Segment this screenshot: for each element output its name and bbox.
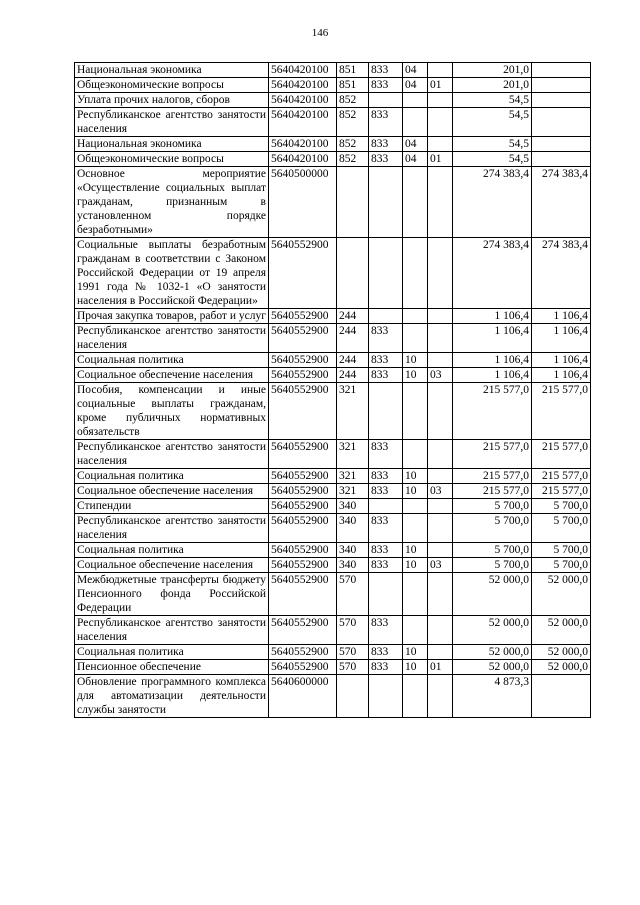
- subsection-code: [428, 514, 453, 543]
- ministry-code: 833: [369, 152, 403, 167]
- table-row: [75, 63, 591, 78]
- target-article-code: 5640552900: [269, 616, 337, 645]
- target-article-code: 5640552900: [269, 484, 337, 499]
- ministry-code: 833: [369, 514, 403, 543]
- row-description: Республиканское агентство занятости населения: [75, 440, 269, 469]
- amount-subvention: 1 106,4: [532, 368, 591, 383]
- table-row: [75, 469, 591, 484]
- target-article-code: 5640552900: [269, 660, 337, 675]
- table-row: [75, 499, 591, 514]
- target-article-code: 5640420100: [269, 63, 337, 78]
- table-row: [75, 484, 591, 499]
- table-row: [75, 440, 591, 469]
- subsection-code: [428, 324, 453, 353]
- expense-type-code: [337, 167, 369, 238]
- section-code: [403, 675, 428, 718]
- expense-type-code: 852: [337, 108, 369, 137]
- table-row: [75, 573, 591, 616]
- amount-subvention: 215 577,0: [532, 383, 591, 440]
- row-description: Национальная экономика: [75, 137, 269, 152]
- budget-table: [74, 62, 591, 718]
- amount-total: 1 106,4: [453, 324, 532, 353]
- amount-total: 1 106,4: [453, 368, 532, 383]
- subsection-code: [428, 543, 453, 558]
- expense-type-code: 340: [337, 543, 369, 558]
- amount-total: 201,0: [453, 78, 532, 93]
- section-code: 10: [403, 353, 428, 368]
- subsection-code: [428, 440, 453, 469]
- target-article-code: 5640552900: [269, 383, 337, 440]
- subsection-code: [428, 238, 453, 309]
- amount-total: 5 700,0: [453, 499, 532, 514]
- ministry-code: 833: [369, 469, 403, 484]
- table-row: [75, 167, 591, 238]
- amount-total: 1 106,4: [453, 353, 532, 368]
- amount-total: 54,5: [453, 137, 532, 152]
- ministry-code: 833: [369, 78, 403, 93]
- table-row: [75, 616, 591, 645]
- row-description: Социальные выплаты безработным гражданам в соответствии с Законом Российской Федерации от 19 апреля 1991 года № 1032-1 «О занятости населения в Российской Федерации»: [75, 238, 269, 309]
- ministry-code: 833: [369, 484, 403, 499]
- expense-type-code: 321: [337, 484, 369, 499]
- section-code: 04: [403, 78, 428, 93]
- table-row: [75, 152, 591, 167]
- amount-subvention: 5 700,0: [532, 558, 591, 573]
- section-code: 10: [403, 469, 428, 484]
- table-row: [75, 353, 591, 368]
- amount-subvention: 52 000,0: [532, 616, 591, 645]
- ministry-code: 833: [369, 137, 403, 152]
- ministry-code: 833: [369, 558, 403, 573]
- expense-type-code: [337, 675, 369, 718]
- amount-total: 5 700,0: [453, 543, 532, 558]
- row-description: Социальная политика: [75, 353, 269, 368]
- ministry-code: 833: [369, 324, 403, 353]
- row-description: Уплата прочих налогов, сборов: [75, 93, 269, 108]
- amount-total: 215 577,0: [453, 383, 532, 440]
- ministry-code: 833: [369, 660, 403, 675]
- subsection-code: [428, 137, 453, 152]
- amount-total: 4 873,3: [453, 675, 532, 718]
- table-row: [75, 309, 591, 324]
- subsection-code: [428, 675, 453, 718]
- target-article-code: 5640552900: [269, 573, 337, 616]
- row-description: Республиканское агентство занятости населения: [75, 108, 269, 137]
- row-description: Республиканское агентство занятости населения: [75, 616, 269, 645]
- ministry-code: 833: [369, 440, 403, 469]
- subsection-code: [428, 353, 453, 368]
- ministry-code: [369, 573, 403, 616]
- table-row: [75, 558, 591, 573]
- expense-type-code: 244: [337, 324, 369, 353]
- target-article-code: 5640600000: [269, 675, 337, 718]
- expense-type-code: 321: [337, 469, 369, 484]
- row-description: Межбюджетные трансферты бюджету Пенсионного фонда Российской Федерации: [75, 573, 269, 616]
- row-description: Общеэкономические вопросы: [75, 78, 269, 93]
- amount-total: 215 577,0: [453, 440, 532, 469]
- ministry-code: 833: [369, 616, 403, 645]
- amount-subvention: 5 700,0: [532, 514, 591, 543]
- target-article-code: 5640552900: [269, 368, 337, 383]
- amount-total: 5 700,0: [453, 558, 532, 573]
- table-row: [75, 383, 591, 440]
- amount-total: 52 000,0: [453, 616, 532, 645]
- table-row: [75, 78, 591, 93]
- expense-type-code: 340: [337, 499, 369, 514]
- ministry-code: 833: [369, 108, 403, 137]
- expense-type-code: 570: [337, 660, 369, 675]
- expense-type-code: 851: [337, 63, 369, 78]
- amount-subvention: [532, 137, 591, 152]
- ministry-code: 833: [369, 543, 403, 558]
- row-description: Обновление программного комплекса для автоматизации деятельности службы занятости: [75, 675, 269, 718]
- expense-type-code: 321: [337, 383, 369, 440]
- row-description: Социальная политика: [75, 469, 269, 484]
- section-code: 04: [403, 152, 428, 167]
- expense-type-code: 244: [337, 353, 369, 368]
- target-article-code: 5640552900: [269, 514, 337, 543]
- target-article-code: 5640420100: [269, 108, 337, 137]
- ministry-code: [369, 675, 403, 718]
- expense-type-code: 244: [337, 368, 369, 383]
- subsection-code: [428, 616, 453, 645]
- subsection-code: [428, 469, 453, 484]
- amount-subvention: [532, 78, 591, 93]
- row-description: Стипендии: [75, 499, 269, 514]
- amount-total: 52 000,0: [453, 573, 532, 616]
- section-code: 10: [403, 368, 428, 383]
- row-description: Пособия, компенсации и иные социальные выплаты гражданам, кроме публичных нормативных обязательств: [75, 383, 269, 440]
- table-row: [75, 324, 591, 353]
- section-code: [403, 93, 428, 108]
- subsection-code: [428, 93, 453, 108]
- amount-subvention: 52 000,0: [532, 660, 591, 675]
- subsection-code: 01: [428, 78, 453, 93]
- target-article-code: 5640552900: [269, 469, 337, 484]
- expense-type-code: 852: [337, 152, 369, 167]
- expense-type-code: 852: [337, 93, 369, 108]
- expense-type-code: 340: [337, 514, 369, 543]
- row-description: Общеэкономические вопросы: [75, 152, 269, 167]
- subsection-code: 03: [428, 484, 453, 499]
- ministry-code: [369, 309, 403, 324]
- amount-total: 54,5: [453, 108, 532, 137]
- section-code: [403, 573, 428, 616]
- table-row: [75, 645, 591, 660]
- section-code: 10: [403, 558, 428, 573]
- amount-subvention: 52 000,0: [532, 645, 591, 660]
- amount-total: 215 577,0: [453, 469, 532, 484]
- table-row: [75, 93, 591, 108]
- subsection-code: [428, 383, 453, 440]
- target-article-code: 5640500000: [269, 167, 337, 238]
- ministry-code: [369, 499, 403, 514]
- section-code: 04: [403, 63, 428, 78]
- page-number: 146: [311, 27, 329, 39]
- target-article-code: 5640552900: [269, 324, 337, 353]
- section-code: [403, 616, 428, 645]
- amount-subvention: [532, 93, 591, 108]
- amount-subvention: [532, 152, 591, 167]
- ministry-code: 833: [369, 645, 403, 660]
- target-article-code: 5640552900: [269, 309, 337, 324]
- amount-total: 5 700,0: [453, 514, 532, 543]
- ministry-code: [369, 93, 403, 108]
- ministry-code: 833: [369, 63, 403, 78]
- row-description: Социальное обеспечение населения: [75, 484, 269, 499]
- amount-subvention: 215 577,0: [532, 469, 591, 484]
- subsection-code: [428, 645, 453, 660]
- section-code: [403, 108, 428, 137]
- amount-subvention: 5 700,0: [532, 499, 591, 514]
- amount-total: 274 383,4: [453, 167, 532, 238]
- section-code: [403, 167, 428, 238]
- expense-type-code: 570: [337, 616, 369, 645]
- table-row: [75, 238, 591, 309]
- amount-subvention: 52 000,0: [532, 573, 591, 616]
- subsection-code: [428, 499, 453, 514]
- section-code: 04: [403, 137, 428, 152]
- section-code: [403, 499, 428, 514]
- expense-type-code: 321: [337, 440, 369, 469]
- target-article-code: 5640552900: [269, 558, 337, 573]
- section-code: [403, 309, 428, 324]
- row-description: Социальное обеспечение населения: [75, 368, 269, 383]
- table-row: [75, 514, 591, 543]
- amount-subvention: 274 383,4: [532, 238, 591, 309]
- amount-subvention: 1 106,4: [532, 324, 591, 353]
- row-description: Пенсионное обеспечение: [75, 660, 269, 675]
- target-article-code: 5640420100: [269, 78, 337, 93]
- amount-subvention: [532, 675, 591, 718]
- row-description: Социальное обеспечение населения: [75, 558, 269, 573]
- table-row: [75, 675, 591, 718]
- subsection-code: [428, 167, 453, 238]
- row-description: Основное мероприятие «Осуществление социальных выплат гражданам, признанным в установленном порядке безработными»: [75, 167, 269, 238]
- target-article-code: 5640552900: [269, 353, 337, 368]
- amount-total: 274 383,4: [453, 238, 532, 309]
- row-description: Национальная экономика: [75, 63, 269, 78]
- ministry-code: [369, 383, 403, 440]
- row-description: Социальная политика: [75, 645, 269, 660]
- table-row: [75, 543, 591, 558]
- amount-total: 215 577,0: [453, 484, 532, 499]
- target-article-code: 5640552900: [269, 238, 337, 309]
- amount-subvention: 5 700,0: [532, 543, 591, 558]
- amount-subvention: 215 577,0: [532, 440, 591, 469]
- amount-subvention: 1 106,4: [532, 353, 591, 368]
- subsection-code: [428, 108, 453, 137]
- subsection-code: 03: [428, 368, 453, 383]
- expense-type-code: 570: [337, 645, 369, 660]
- table-body: [75, 63, 591, 718]
- section-code: [403, 383, 428, 440]
- row-description: Республиканское агентство занятости населения: [75, 324, 269, 353]
- amount-total: 54,5: [453, 152, 532, 167]
- expense-type-code: [337, 238, 369, 309]
- row-description: Прочая закупка товаров, работ и услуг: [75, 309, 269, 324]
- subsection-code: 01: [428, 152, 453, 167]
- table-row: [75, 137, 591, 152]
- amount-subvention: 1 106,4: [532, 309, 591, 324]
- section-code: 10: [403, 660, 428, 675]
- target-article-code: 5640552900: [269, 499, 337, 514]
- section-code: 10: [403, 543, 428, 558]
- ministry-code: 833: [369, 368, 403, 383]
- target-article-code: 5640552900: [269, 440, 337, 469]
- ministry-code: 833: [369, 353, 403, 368]
- amount-total: 52 000,0: [453, 645, 532, 660]
- expense-type-code: 852: [337, 137, 369, 152]
- expense-type-code: 851: [337, 78, 369, 93]
- subsection-code: 03: [428, 558, 453, 573]
- section-code: [403, 440, 428, 469]
- row-description: Республиканское агентство занятости населения: [75, 514, 269, 543]
- section-code: [403, 324, 428, 353]
- amount-total: 1 106,4: [453, 309, 532, 324]
- ministry-code: [369, 167, 403, 238]
- table-row: [75, 108, 591, 137]
- ministry-code: [369, 238, 403, 309]
- expense-type-code: 570: [337, 573, 369, 616]
- section-code: 10: [403, 645, 428, 660]
- target-article-code: 5640420100: [269, 93, 337, 108]
- target-article-code: 5640420100: [269, 152, 337, 167]
- section-code: [403, 514, 428, 543]
- subsection-code: [428, 309, 453, 324]
- section-code: 10: [403, 484, 428, 499]
- subsection-code: [428, 573, 453, 616]
- expense-type-code: 244: [337, 309, 369, 324]
- amount-total: 52 000,0: [453, 660, 532, 675]
- amount-subvention: [532, 63, 591, 78]
- amount-subvention: [532, 108, 591, 137]
- subsection-code: 01: [428, 660, 453, 675]
- section-code: [403, 238, 428, 309]
- target-article-code: 5640552900: [269, 543, 337, 558]
- target-article-code: 5640552900: [269, 645, 337, 660]
- amount-total: 201,0: [453, 63, 532, 78]
- amount-subvention: 215 577,0: [532, 484, 591, 499]
- subsection-code: [428, 63, 453, 78]
- target-article-code: 5640420100: [269, 137, 337, 152]
- amount-total: 54,5: [453, 93, 532, 108]
- expense-type-code: 340: [337, 558, 369, 573]
- table-row: [75, 660, 591, 675]
- amount-subvention: 274 383,4: [532, 167, 591, 238]
- table-row: [75, 368, 591, 383]
- row-description: Социальная политика: [75, 543, 269, 558]
